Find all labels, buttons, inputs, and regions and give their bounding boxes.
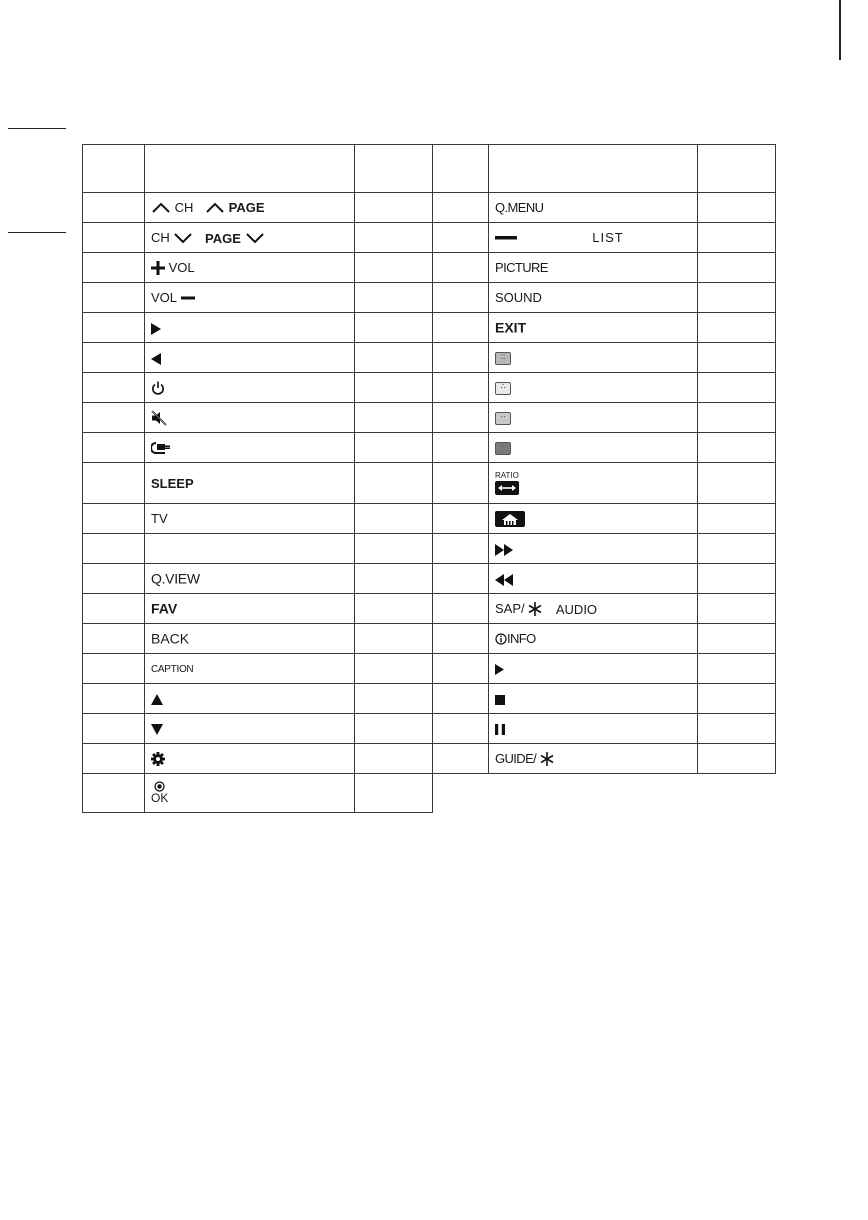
key-label: SOUND [495, 290, 542, 306]
key-cell [145, 504, 355, 534]
left-arrow-icon [151, 353, 161, 365]
table-row [83, 654, 776, 684]
key-cell [489, 624, 698, 654]
red-button-dots: :: [500, 352, 506, 362]
plus-icon [151, 261, 165, 275]
key-cell [145, 373, 355, 403]
key-cell [489, 403, 698, 433]
info-icon [495, 633, 507, 645]
key-cell [145, 774, 355, 813]
key-label: SLEEP [151, 476, 194, 492]
key-cell [489, 223, 698, 253]
table-row [83, 774, 776, 813]
key-label: AUDIO [555, 601, 598, 617]
key-cell [145, 463, 355, 504]
table-row [83, 403, 776, 433]
table-row [83, 534, 776, 564]
table-row [83, 343, 776, 373]
key-cell [145, 594, 355, 624]
table-row [83, 313, 776, 343]
table-header-row [83, 145, 776, 193]
key-cell [489, 193, 698, 223]
mute-icon [151, 410, 167, 426]
key-cell [145, 193, 355, 223]
key-label: PAGE [205, 230, 241, 246]
key-label: TV [151, 511, 168, 527]
table-row [83, 373, 776, 403]
ratio-key [495, 471, 519, 495]
key-label: CH [151, 230, 170, 246]
key-cell [489, 463, 698, 504]
stop-icon [495, 695, 505, 705]
key-cell [145, 223, 355, 253]
table-row [83, 223, 776, 253]
key-cell [489, 504, 698, 534]
chevron-down-icon [173, 232, 193, 244]
table-row [83, 433, 776, 463]
blue-button-dots: · [501, 442, 505, 452]
yellow-button-icon [495, 412, 511, 425]
right-arrow-icon [151, 323, 161, 335]
blue-button-icon [495, 442, 511, 455]
key-cell [145, 343, 355, 373]
table-row [83, 463, 776, 504]
key-label: CH [174, 200, 194, 216]
margin-rule-top [8, 128, 66, 129]
settings-gear-icon [151, 752, 165, 766]
red-button-icon [495, 352, 511, 365]
key-cell [145, 624, 355, 654]
key-label: VOL [168, 260, 195, 276]
dash-icon [495, 235, 517, 241]
key-cell [489, 433, 698, 463]
key-cell [489, 283, 698, 313]
margin-rule-bottom [8, 232, 66, 233]
key-cell [489, 343, 698, 373]
table-row [83, 624, 776, 654]
yellow-button-dots: ·· [500, 412, 506, 422]
remote-key-table [82, 144, 776, 813]
key-label: GUIDE/ [495, 751, 537, 767]
pause-icon [495, 724, 505, 735]
key-cell [145, 253, 355, 283]
key-cell [145, 313, 355, 343]
fast-forward-icon [495, 544, 513, 556]
header-cell [489, 145, 698, 193]
key-cell [145, 433, 355, 463]
key-cell [489, 253, 698, 283]
key-cell [145, 283, 355, 313]
key-cell [489, 313, 698, 343]
green-button-dots: ∴ [500, 382, 506, 392]
play-icon [495, 664, 504, 675]
key-label: OK [151, 791, 169, 805]
key-label: CAPTION [151, 664, 194, 676]
key-cell [145, 403, 355, 433]
key-cell [489, 373, 698, 403]
key-cell [489, 684, 698, 714]
table-row [83, 253, 776, 283]
minus-icon [181, 295, 195, 301]
table-row [83, 564, 776, 594]
key-cell [145, 714, 355, 744]
header-cell [698, 145, 776, 193]
page-edge-line [839, 0, 841, 60]
asterisk-icon [540, 752, 554, 766]
key-cell [145, 534, 355, 564]
key-label: Q.VIEW [151, 570, 200, 587]
table-row [83, 594, 776, 624]
rewind-icon [495, 574, 513, 586]
key-label: Q.MENU [495, 200, 544, 216]
table-row [83, 744, 776, 774]
key-label: SAP/ [495, 601, 525, 617]
input-icon [151, 441, 171, 455]
chevron-down-icon [245, 232, 265, 244]
key-label: EXIT [495, 319, 527, 336]
table-row [83, 504, 776, 534]
ratio-arrows-icon [495, 481, 519, 495]
key-cell [489, 594, 698, 624]
key-cell [145, 654, 355, 684]
table-row [83, 193, 776, 223]
key-label: FAV [151, 600, 178, 617]
header-cell [433, 145, 489, 193]
table-row [83, 714, 776, 744]
asterisk-icon [528, 602, 542, 616]
power-icon [151, 381, 165, 395]
ok-button-icon [151, 781, 168, 805]
down-triangle-icon [151, 724, 163, 735]
up-triangle-icon [151, 694, 163, 705]
table-row [83, 283, 776, 313]
key-label: PICTURE [495, 260, 548, 276]
green-button-icon [495, 382, 511, 395]
key-label: PAGE [228, 200, 265, 216]
home-icon [495, 511, 525, 527]
table-row [83, 684, 776, 714]
header-cell [355, 145, 433, 193]
key-cell [489, 564, 698, 594]
key-cell [145, 684, 355, 714]
header-cell [145, 145, 355, 193]
key-label: VOL [151, 290, 178, 306]
key-cell [489, 654, 698, 684]
key-label: RATIO [495, 471, 519, 480]
chevron-up-icon [151, 202, 171, 214]
key-cell [489, 534, 698, 564]
key-label: INFO [507, 631, 536, 647]
key-cell [489, 744, 698, 774]
key-label: BACK [151, 630, 190, 647]
key-label: LIST [592, 230, 624, 246]
key-cell [489, 714, 698, 744]
chevron-up-icon [205, 202, 225, 214]
key-cell [145, 744, 355, 774]
header-cell [83, 145, 145, 193]
key-cell [145, 564, 355, 594]
